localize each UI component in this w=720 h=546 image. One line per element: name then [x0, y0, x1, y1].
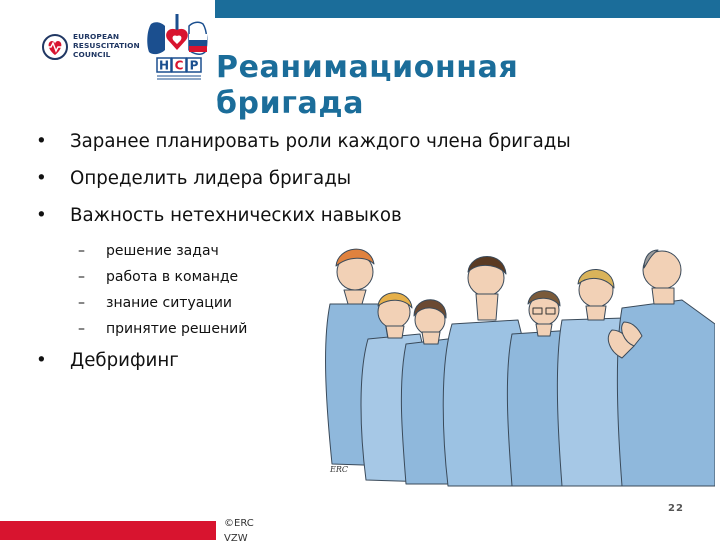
sub-bullet-text: принятие решений [106, 321, 248, 337]
ncr-letter: Н [158, 58, 170, 73]
bullet-dot-icon: • [36, 131, 47, 152]
dash-icon: – [78, 269, 85, 285]
bullet-dot-icon: • [36, 350, 47, 371]
illustration-signature: ERC [330, 465, 348, 474]
dash-icon: – [78, 295, 85, 311]
dash-icon: – [78, 321, 85, 337]
title-line: Реанимационная [216, 50, 519, 85]
erc-logo-line: RESUSCITATION [73, 41, 140, 51]
bullet-text: Определить лидера бригады [70, 168, 352, 189]
dash-icon: – [78, 243, 85, 259]
team-illustration [322, 234, 715, 492]
page-number: 22 [668, 503, 684, 514]
copyright-text [224, 516, 254, 546]
copyright-line: VZW [224, 533, 248, 544]
sub-bullet-text: знание ситуации [106, 295, 233, 311]
erc-logo [40, 30, 145, 70]
ncr-letter: Р [189, 58, 199, 73]
copyright-line: ©ERC [224, 518, 254, 529]
ncr-logo [143, 12, 211, 82]
slide-title [216, 50, 636, 122]
sub-bullet-text: решение задач [106, 243, 219, 259]
bullet-dot-icon: • [36, 205, 47, 226]
bullet-text: Заранее планировать роли каждого члена бригады [70, 131, 571, 152]
bullet-dot-icon: • [36, 168, 47, 189]
erc-logo-line: COUNCIL [73, 50, 111, 60]
title-line: бригада [216, 86, 365, 121]
sub-bullet-text: работа в команде [106, 269, 239, 285]
bullet-item [36, 132, 696, 169]
bullet-item [36, 169, 696, 206]
bullet-text: Важность нетехнических навыков [70, 205, 402, 226]
bullet-text: Дебрифинг [70, 350, 179, 371]
ncr-letter: С [174, 58, 184, 73]
footer-red-bar [0, 521, 216, 540]
erc-logo-line: EUROPEAN [73, 32, 120, 41]
erc-heart-icon [40, 32, 70, 62]
top-accent-bar [215, 0, 720, 18]
